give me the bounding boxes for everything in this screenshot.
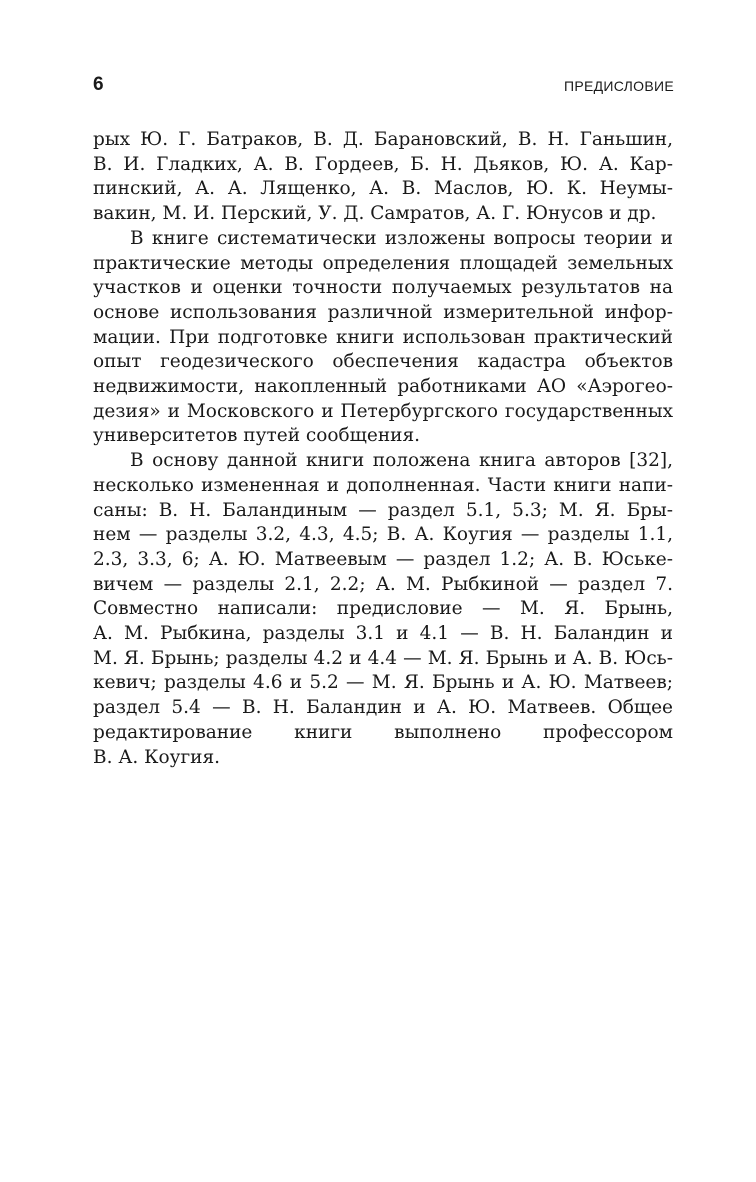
text-line: дезия» и Московского и Петербургского государственных	[93, 400, 673, 422]
running-head: ПРЕДИСЛОВИЕ	[563, 78, 674, 94]
text-line: нем — разделы 3.2, 4.3, 4.5; В. А. Коугия — разделы 1.1,	[93, 524, 673, 546]
text-line: В основу данной книги положена книга авторов [32],	[130, 450, 673, 472]
text-line: саны: В. Н. Баландиным — раздел 5.1, 5.3; М. Я. Бры-	[93, 499, 673, 521]
text-line: основе использования различной измерительной инфор-	[93, 301, 673, 323]
text-line: мации. При подготовке книги использован практический	[93, 326, 673, 348]
text-line: вакин, М. И. Перский, У. Д. Самратов, А. Г. Юнусов и др.	[93, 203, 657, 225]
page-number: 6	[93, 74, 104, 95]
text-line: опыт геодезического обеспечения кадастра объектов	[93, 351, 673, 373]
paragraph	[93, 449, 673, 770]
text-line: В книге систематически изложены вопросы теории и	[130, 227, 673, 249]
paragraph	[93, 227, 673, 449]
text-line: недвижимости, накопленный работниками АО «Аэрогео-	[93, 376, 673, 398]
text-line: несколько измененная и дополненная. Части книги напи-	[93, 474, 673, 496]
body-text	[93, 128, 673, 770]
text-line: рых Ю. Г. Батраков, В. Д. Барановский, В. Н. Ганьшин,	[93, 129, 673, 150]
text-line: кевич; разделы 4.6 и 5.2 — М. Я. Брынь и А. Ю. Матвеев;	[93, 672, 673, 694]
text-line: раздел 5.4 — В. Н. Баландин и А. Ю. Матвеев. Общее	[93, 697, 673, 719]
text-line: пинский, А. А. Лященко, А. В. Маслов, Ю. К. Неумы-	[93, 178, 673, 200]
text-line: практические методы определения площадей земельных	[93, 252, 673, 274]
text-line: редактирование книги выполнено профессором	[93, 721, 673, 743]
text-line: вичем — разделы 2.1, 2.2; А. М. Рыбкиной — раздел 7.	[93, 573, 673, 595]
text-line: В. И. Гладких, А. В. Гордеев, Б. Н. Дьяков, Ю. А. Кар-	[93, 153, 673, 175]
text-line: В. А. Коугия.	[93, 746, 221, 768]
text-line: М. Я. Брынь; разделы 4.2 и 4.4 — М. Я. Брынь и А. В. Юсь-	[93, 647, 673, 669]
text-line: университетов путей сообщения.	[93, 425, 421, 447]
text-line: Совместно написали: предисловие — М. Я. Брынь,	[93, 598, 673, 620]
text-line: 2.3, 3.3, 6; А. Ю. Матвеевым — раздел 1.2; А. В. Юське-	[93, 548, 673, 570]
text-line: А. М. Рыбкина, разделы 3.1 и 4.1 — В. Н. Баландин и	[93, 623, 673, 645]
paragraph	[93, 128, 673, 227]
text-line: участков и оценки точности получаемых результатов на	[93, 277, 673, 299]
